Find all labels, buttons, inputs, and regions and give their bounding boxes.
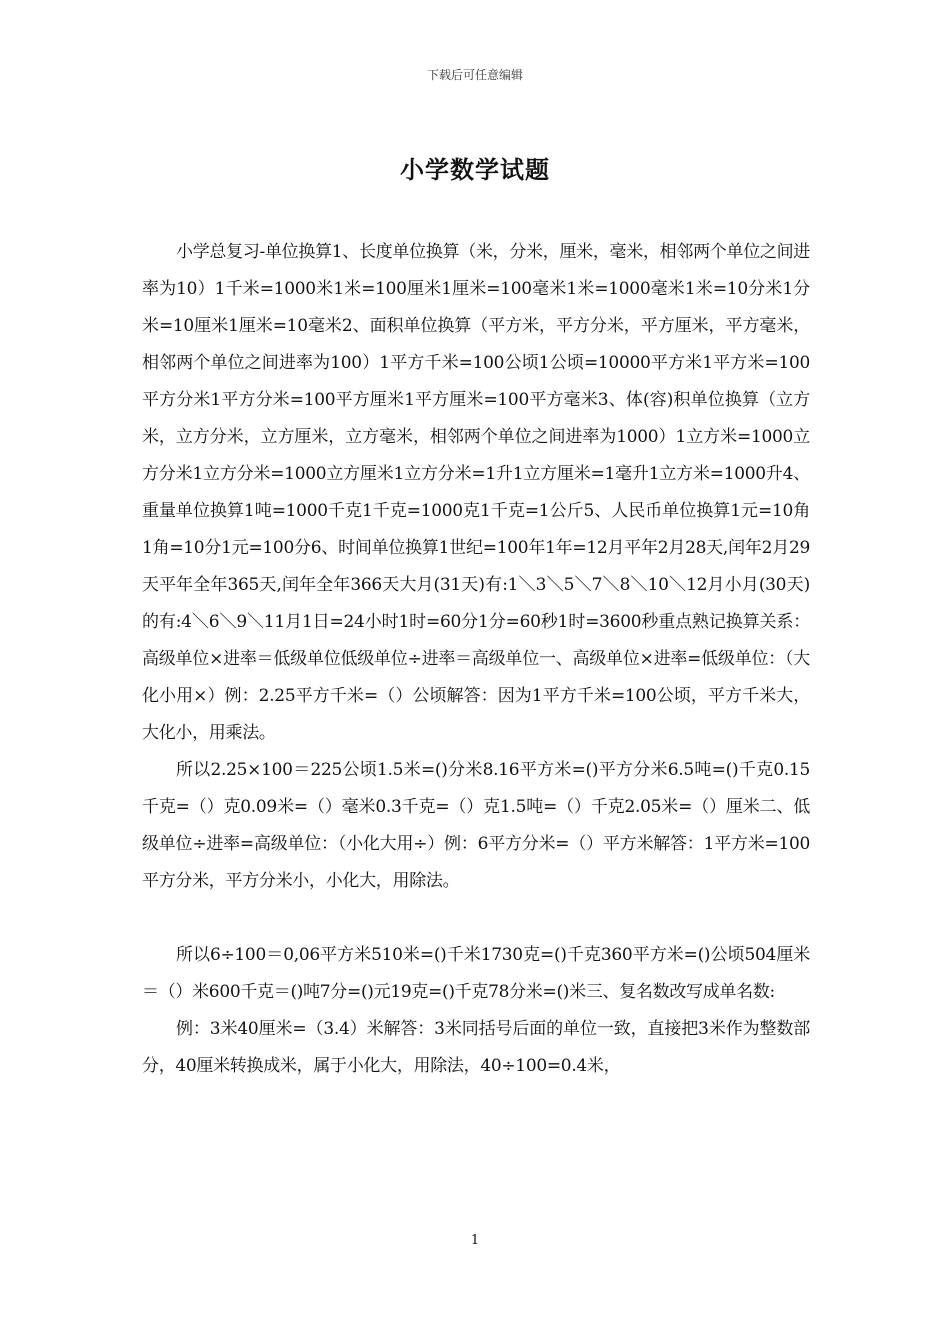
page-number: 1: [470, 1233, 480, 1248]
paragraph-1: 小学总复习-单位换算1、长度单位换算（米，分米，厘米，毫米，相邻两个单位之间进率为10）1千米=1000米1米=100厘米1厘米=100毫米1米=1000毫米1米=10分米1分米=10厘米1厘米=10毫米2、面积单位换算（平方米，平方分米，平方厘米，平方毫米，相邻两个单位之间进率为100）1平方千米=100公顷1公顷=10000平方米1平方米=100平方分米1平方分米=100平方厘米1平方厘米=100平方毫米3、体(容)积单位换算（立方米，立方分米，立方厘米，立方毫米，相邻两个单位之间进率为1000）1立方米=1000立方分米1立方分米=1000立方厘米1立方分米=1升1立方厘米=1毫升1立方米=1000升4、重量单位换算1吨=1000千克1千克=1000克1千克=1公斤5、人民币单位换算1元=10角1角=10分1元=100分6、时间单位换算1世纪=100年1年=12月平年2月28天,闰年2月29天平年全年365天,闰年全年366天大月(31天)有:1＼3＼5＼7＼8＼10＼12月小月(30天)的有:4＼6＼9＼11月1日=24小时1时=60分1分=60秒1时=3600秒重点熟记换算关系：高级单位×进率＝低级单位低级单位÷进率＝高级单位一、高级单位×进率=低级单位：（大化小用×）例：2.25平方千米=（）公顷解答：因为1平方千米=100公顷，平方千米大，大化小，用乘法。: [142, 242, 810, 743]
paragraph-2: 所以2.25×100＝225公顷1.5米=()分米8.16平方米=()平方分米6.5吨=()千克0.15千克=（）克0.09米=（）毫米0.3千克=（）克1.5吨=（）千克2.05米=（）厘米二、低级单位÷进率=高级单位：（小化大用÷）例：6平方分米=（）平方米解答：1平方米=100平方分米，平方分米小，小化大，用除法。: [142, 760, 810, 891]
paragraph-4: 例：3米40厘米=（3.4）米解答：3米同括号后面的单位一致，直接把3米作为整数部分，40厘米转换成米，属于小化大，用除法，40÷100=0.4米，: [142, 1019, 810, 1076]
document-title: 小学数学试题: [400, 156, 550, 184]
header-note: 下载后可任意编辑: [426, 68, 523, 82]
paragraph-3: 所以6÷100＝0,06平方米510米=()千米1730克=()千克360平方米=()公顷504厘米＝（）米600千克＝()吨7分=()元19克=()千克78分米=()米三、复名数改写成单名数:: [142, 945, 810, 1002]
document-body: [142, 234, 810, 1085]
